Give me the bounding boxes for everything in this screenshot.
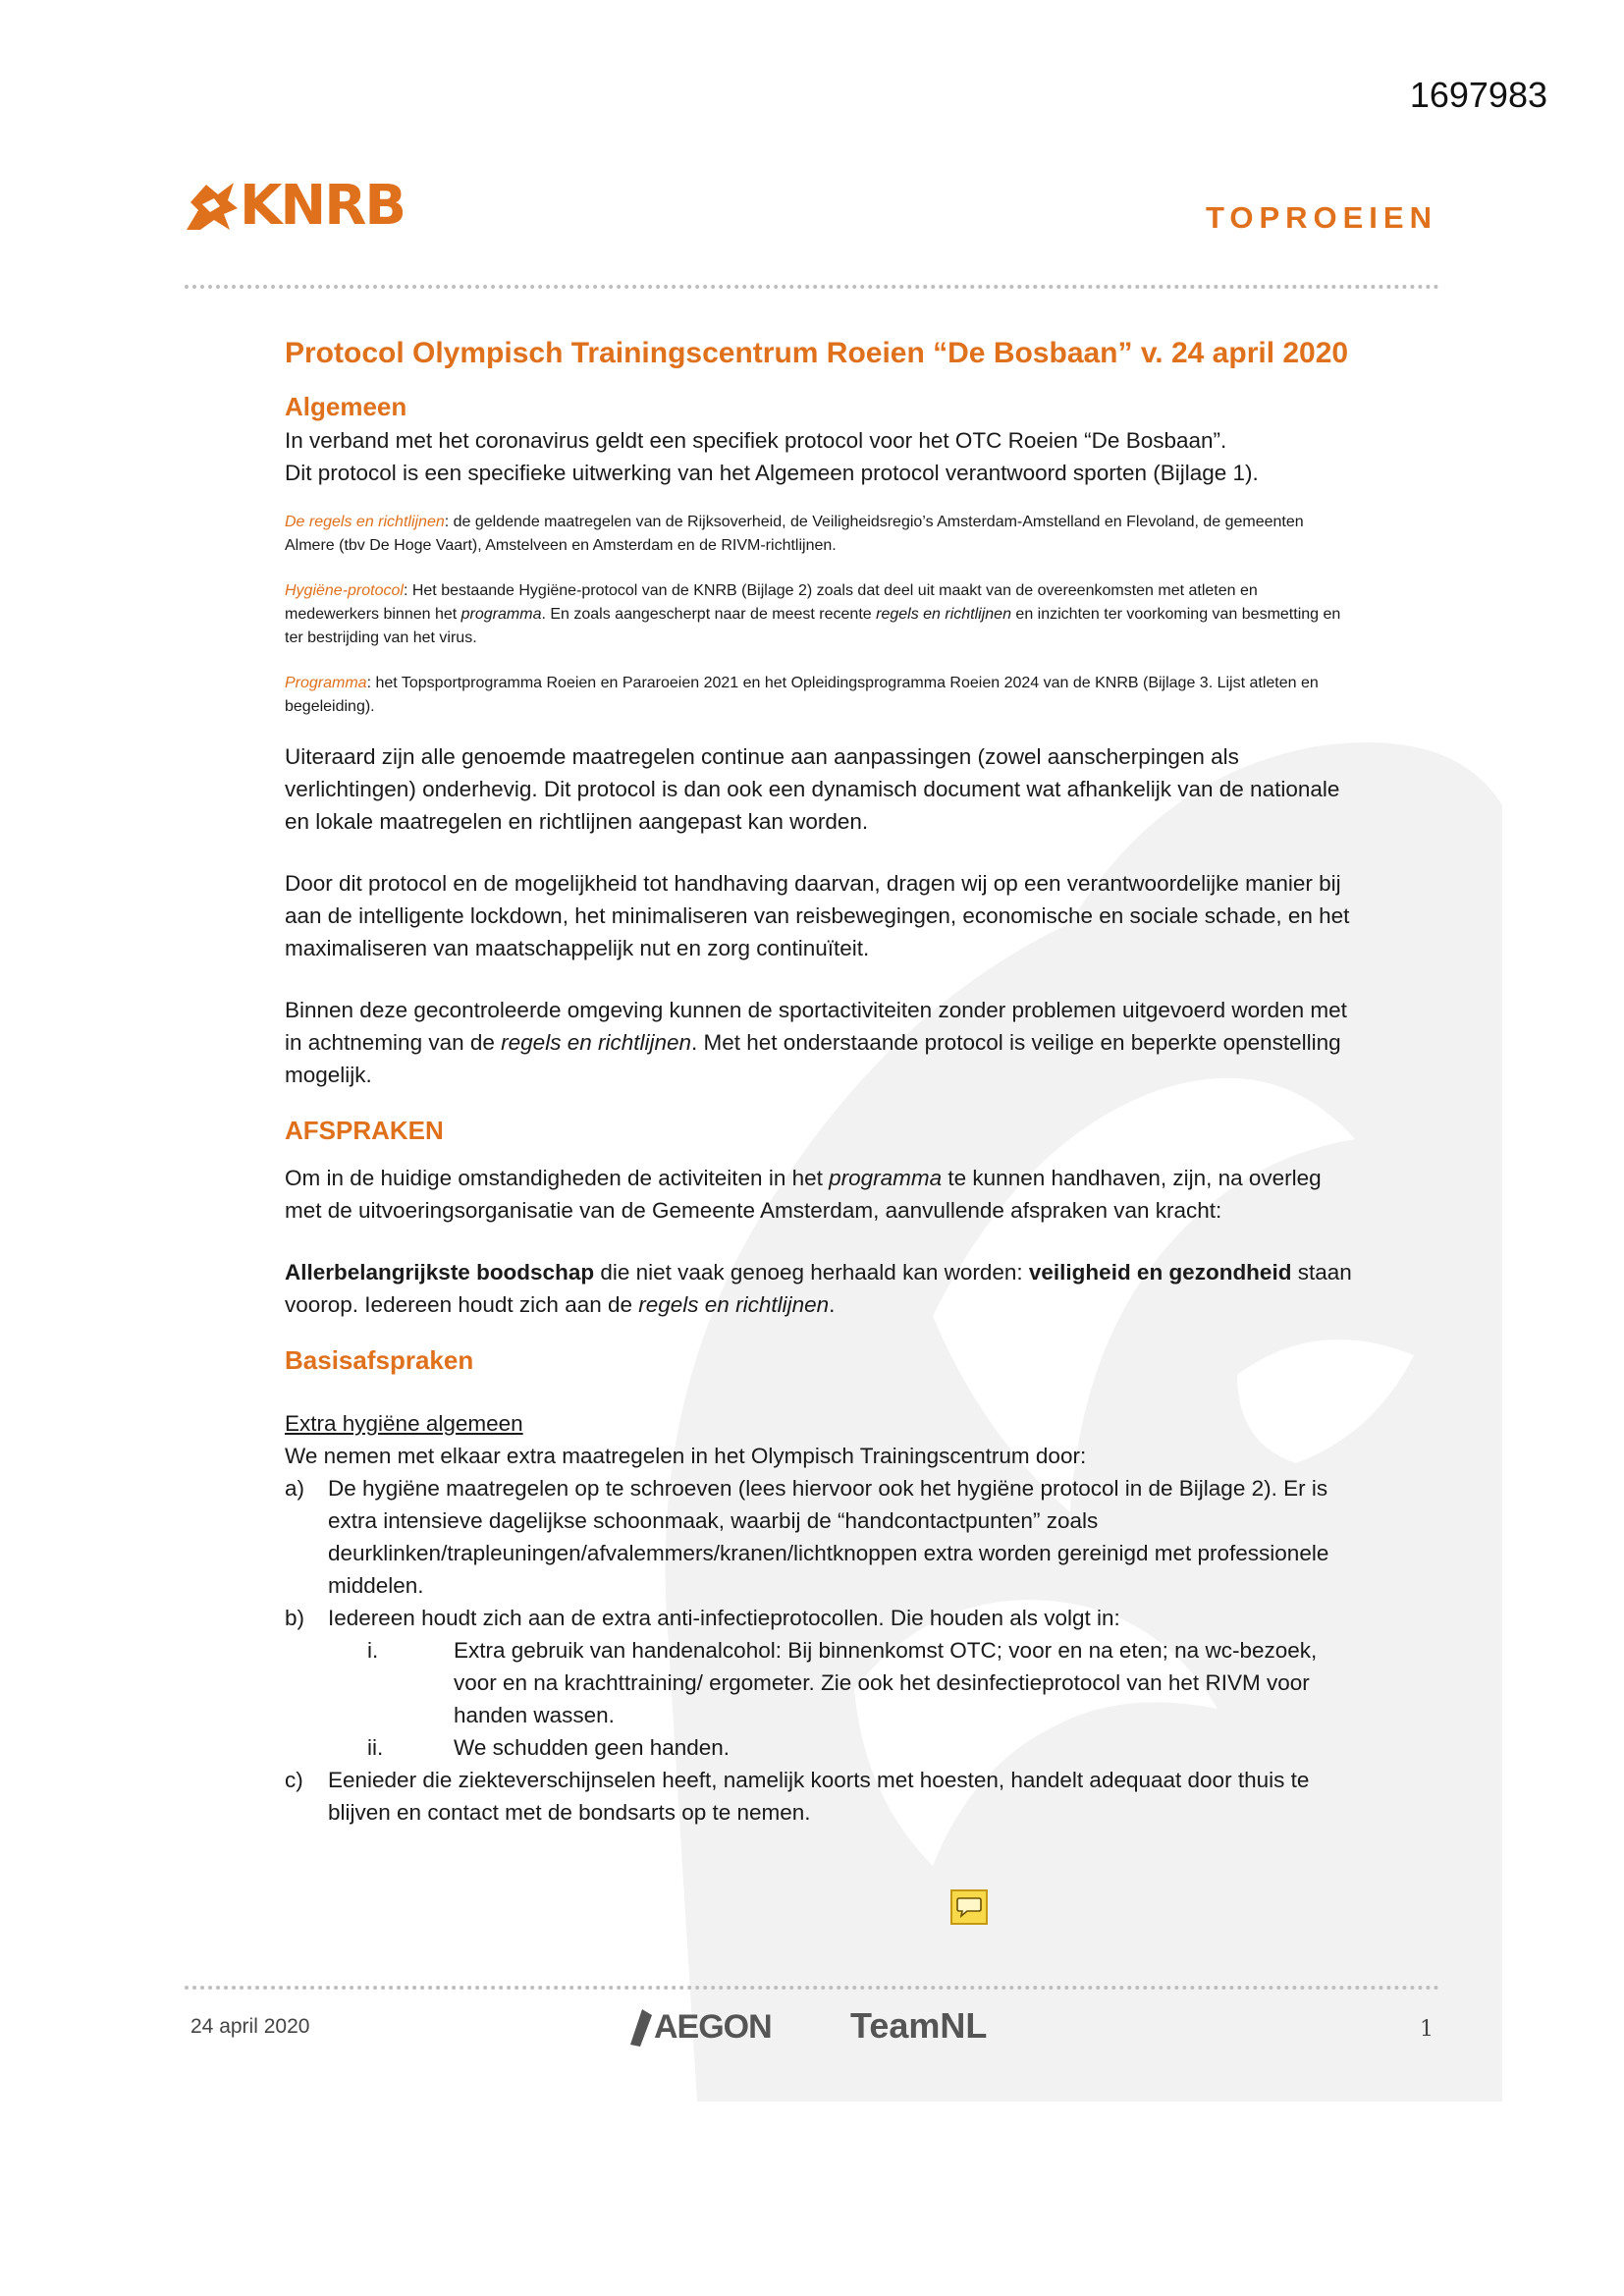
list-item: a) De hygiëne maatregelen op te schroeven (lees hiervoor ook het hygiëne protocol in de Bijlage 2). Er is extra intensieve dagelijkse schoonmaak, waarbij de “handcontactpunten” zoals deurklinken/trapleuningen/afvalemmers/kranen/lichtknoppen extra worden gereinigd met professionele middelen. [285, 1476, 1329, 1598]
aegon-mark-icon [628, 2007, 654, 2047]
header-section-label: TOPROEIEN [1205, 200, 1437, 235]
paragraph-2: Door dit protocol en de mogelijkheid tot handhaving daarvan, dragen wij op een verantwoordelijke manier bij aan de intelligente lockdown, het minimaliseren van reisbewegingen, economische en sociale schade, en het maximaliseren van maatschappelijk nut en zorg continuïteit. [285, 871, 1350, 960]
definition-hygiene: Hygiëne-protocol: Het bestaande Hygiëne-protocol van de KNRB (Bijlage 2) zoals dat deel uit maakt van de overeenkomsten met atleten en medewerkers binnen het programma. En zoals aangescherpt naar de meest recente regels en richtlijnen en inzichten ter voorkoming van besmetting en ter bestrijding van het virus. [285, 582, 1341, 646]
paragraph-1: Uiteraard zijn alle genoemde maatregelen continue aan aanpassingen (zowel aanscherpingen als verlichtingen) onderhevig. Dit protocol is dan ook een dynamisch document wat afhankelijk van de nationale en lokale maatregelen en richtlijnen aangepast kan worden. [285, 744, 1340, 834]
algemeen-line-2: Dit protocol is een specifieke uitwerking van het Algemeen protocol verantwoord sporten (Bijlage 1). [285, 461, 1259, 485]
algemeen-line-1: In verband met het coronavirus geldt een specifiek protocol voor het OTC Roeien “De Bosbaan”. [285, 428, 1227, 453]
teamnl-logo: TeamNL [850, 2005, 988, 2046]
sub-list-item: ii. We schudden geen handen. [367, 1735, 731, 1760]
basis-intro: We nemen met elkaar extra maatregelen in het Olympisch Trainingscentrum door: [285, 1444, 1087, 1468]
comment-icon[interactable] [950, 1889, 988, 1925]
subheading-extra-hygiene: Extra hygiëne algemeen [285, 1411, 523, 1436]
list-item: b) Iedereen houdt zich aan de extra anti-infectieprotocollen. Die houden als volgt in: [285, 1606, 1120, 1630]
heading-basisafspraken: Basisafspraken [285, 1345, 474, 1375]
heading-algemeen: Algemeen [285, 392, 407, 421]
logo-text: KNRB [240, 174, 406, 238]
document-id: 1697983 [1409, 75, 1547, 115]
paragraph-3: Binnen deze gecontroleerde omgeving kunnen de sportactiviteiten zonder problemen uitgevoerd worden met in achtneming van de regels en richtlijnen. Met het onderstaande protocol is veilige en beperkte openstelling mogelijk. [285, 998, 1347, 1087]
afspraken-intro: Om in de huidige omstandigheden de activiteiten in het programma te kunnen handhaven, zijn, na overleg met de uitvoeringsorganisatie van de Gemeente Amsterdam, aanvullende afspraken van kracht: [285, 1166, 1322, 1223]
definition-regels: De regels en richtlijnen: de geldende maatregelen van de Rijksoverheid, de Veiligheidsregio’s Amsterdam-Amstelland en Flevoland, de gemeenten Almere (tbv De Hoge Vaart), Amstelveen en Amsterdam en de RIVM-richtlijnen. [285, 514, 1304, 554]
speech-bubble-icon [956, 1896, 982, 1918]
definition-programma: Programma: het Topsportprogramma Roeien en Pararoeien 2021 en het Opleidingsprogramma Roeien 2024 van de KNRB (Bijlage 3. Lijst atleten en begeleiding). [285, 675, 1319, 715]
heading-afspraken: AFSPRAKEN [285, 1116, 444, 1145]
sub-list-item: i. Extra gebruik van handenalcohol: Bij binnenkomst OTC; voor en na eten; na wc-bezoek, voor en na krachttraining/ ergometer. Zie ook het desinfectieprotocol van het RIVM voor handen wassen. [367, 1638, 1318, 1727]
list-item: c) Eenieder die ziekteverschijnselen heeft, namelijk koorts met hoesten, handelt adequaat door thuis te blijven en contact met de bondsarts op te nemen. [285, 1768, 1310, 1825]
page-number: 1 [1420, 2017, 1434, 2042]
aegon-logo: AEGON [628, 2007, 772, 2047]
header-divider [185, 285, 1439, 289]
footer-divider [185, 1986, 1439, 1990]
key-message: Allerbelangrijkste boodschap die niet vaak genoeg herhaald kan worden: veiligheid en gezondheid staan voorop. Iedereen houdt zich aan de regels en richtlijnen. [285, 1260, 1352, 1317]
document-body [285, 334, 1355, 1829]
rowing-lion-icon [185, 181, 240, 232]
knrb-logo [185, 174, 406, 238]
footer-date: 24 april 2020 [190, 2015, 310, 2038]
document-title: Protocol Olympisch Trainingscentrum Roeien “De Bosbaan” v. 24 april 2020 [285, 337, 1349, 369]
